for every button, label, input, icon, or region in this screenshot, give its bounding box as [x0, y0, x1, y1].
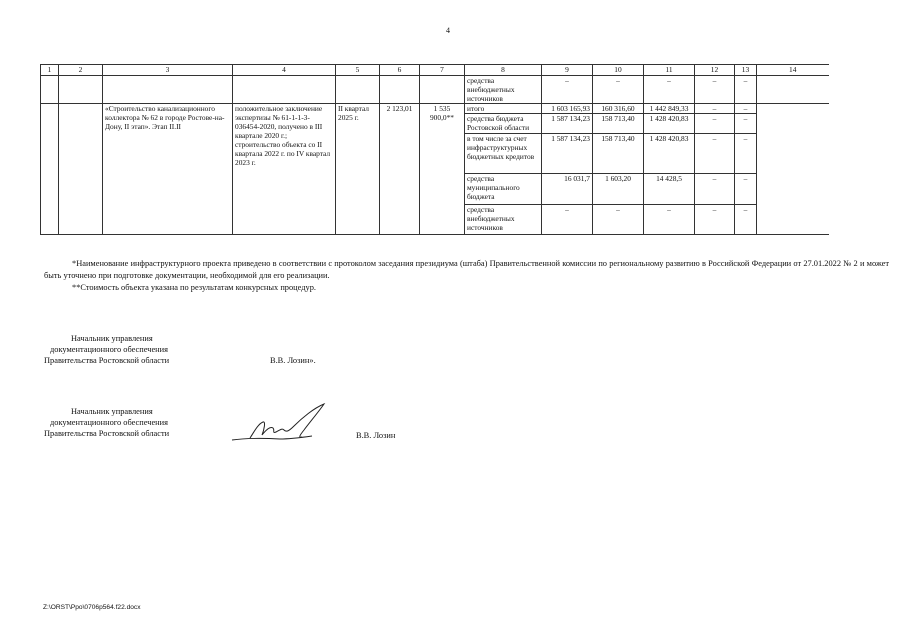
- position-line: Правительства Ростовской области: [44, 429, 170, 438]
- value-cell: 16 031,7: [542, 174, 593, 205]
- funding-source: итого: [465, 104, 542, 114]
- funding-source: в том числе за счет инфраструктурных бюджетных кредитов: [465, 134, 542, 174]
- value-cell: 1 603,20: [593, 174, 644, 205]
- footnotes: [44, 258, 889, 294]
- financing-table: [40, 64, 829, 235]
- value-cell: –: [735, 114, 757, 134]
- column-number: 3: [103, 65, 233, 76]
- column-number: 14: [757, 65, 829, 76]
- value-cell: –: [735, 174, 757, 205]
- footnote-cost: **Стоимость объекта указана по результатам конкурсных процедур.: [72, 283, 316, 292]
- funding-source: средства муниципального бюджета: [465, 174, 542, 205]
- value-cell: –: [593, 205, 644, 235]
- completion-period: II квартал 2025 г.: [336, 104, 380, 235]
- column-number: 2: [59, 65, 103, 76]
- position-line: Правительства Ростовской области: [44, 356, 170, 365]
- value-cell: –: [644, 76, 695, 104]
- column-number: 6: [380, 65, 420, 76]
- column-number-row: [41, 65, 829, 76]
- value-cell: 158 713,40: [593, 114, 644, 134]
- value-cell: 158 713,40: [593, 134, 644, 174]
- value-cell: –: [542, 76, 593, 104]
- value-cell: –: [735, 205, 757, 235]
- value-cell: 1 442 849,33: [644, 104, 695, 114]
- signature-block-title: [44, 406, 169, 439]
- table-row: [41, 104, 829, 114]
- value-cell: 1 587 134,23: [542, 114, 593, 134]
- funding-source: средства бюджета Ростовской области: [465, 114, 542, 134]
- column-number: 4: [233, 65, 336, 76]
- value-cell: 160 316,60: [593, 104, 644, 114]
- signature-block-title: [44, 333, 169, 366]
- value-cell: –: [695, 104, 735, 114]
- expertise-info: положительное заключение экспертизы № 61-1-1-3-036454-2020, получено в III квартале 2020 г.; строительство объекта со II квартала 2022 г. по IV квартал 2023 г.: [233, 104, 336, 235]
- value-cell: –: [735, 76, 757, 104]
- position-line: документационного обеспечения: [50, 345, 168, 354]
- position-line: Начальник управления: [71, 407, 153, 416]
- project-cost: 1 535 900,0**: [420, 104, 465, 235]
- column-number: 7: [420, 65, 465, 76]
- column-number: 8: [465, 65, 542, 76]
- value-cell: –: [695, 174, 735, 205]
- value-cell: 14 428,5: [644, 174, 695, 205]
- value-cell: 1 587 134,23: [542, 134, 593, 174]
- value-cell: –: [695, 114, 735, 134]
- value-cell: –: [644, 205, 695, 235]
- column-number: 12: [695, 65, 735, 76]
- funding-source: средства внебюджетных источников: [465, 205, 542, 235]
- footnote-project-name: *Наименование инфраструктурного проекта приведено в соответствии с протоколом заседания президиума (штаба) Правительственной комиссии по региональному развитию в Российской Федерации от 27.01.2022 № 2 и может быть уточнено при подготовке документации, необходимой для его реализации.: [44, 259, 889, 280]
- handwritten-signature: [228, 402, 338, 448]
- funding-source: средства внебюджетных источников: [465, 76, 542, 104]
- column-number: 11: [644, 65, 695, 76]
- signer-name: В.В. Лозин».: [270, 356, 316, 365]
- signer-name: В.В. Лозин: [356, 431, 396, 440]
- value-cell: –: [735, 104, 757, 114]
- value-cell: 1 428 420,83: [644, 114, 695, 134]
- value-cell: –: [542, 205, 593, 235]
- project-name: «Строительство канализационного коллектора № 62 в городе Ростове-на-Дону, II этап». Этап II.II: [103, 104, 233, 235]
- column-number: 5: [336, 65, 380, 76]
- capacity-value: 2 123,01: [380, 104, 420, 235]
- position-line: Начальник управления: [71, 334, 153, 343]
- column-number: 10: [593, 65, 644, 76]
- value-cell: –: [593, 76, 644, 104]
- table-row: [41, 76, 829, 104]
- column-number: 13: [735, 65, 757, 76]
- value-cell: –: [735, 134, 757, 174]
- value-cell: –: [695, 205, 735, 235]
- value-cell: 1 428 420,83: [644, 134, 695, 174]
- position-line: документационного обеспечения: [50, 418, 168, 427]
- value-cell: –: [695, 134, 735, 174]
- file-path: Z:\ORST\Ppo\0706p564.f22.docx: [43, 604, 141, 611]
- value-cell: 1 603 165,93: [542, 104, 593, 114]
- value-cell: –: [695, 76, 735, 104]
- column-number: 9: [542, 65, 593, 76]
- page-number: 4: [446, 26, 450, 35]
- column-number: 1: [41, 65, 59, 76]
